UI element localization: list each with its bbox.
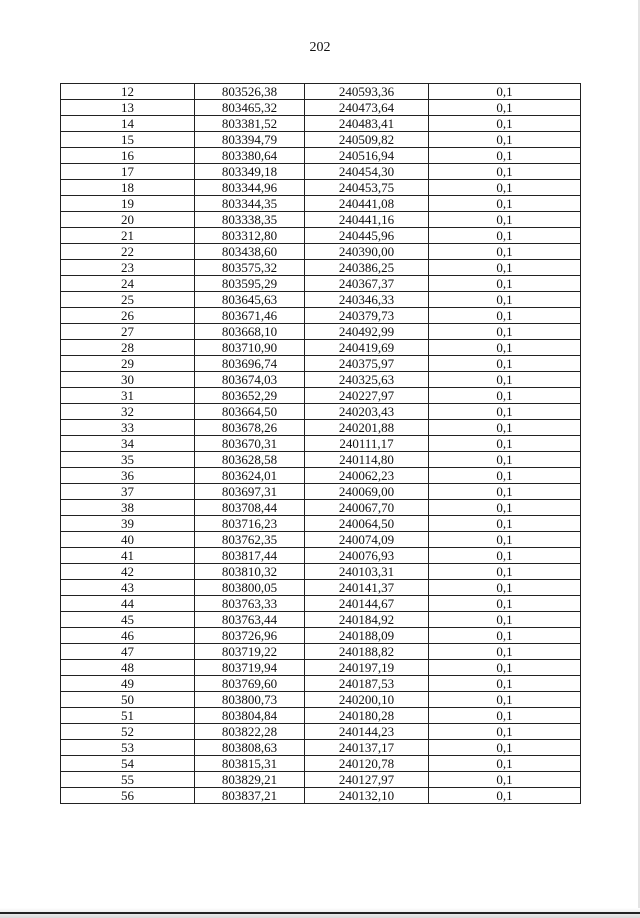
x-coordinate-cell: 803312,80 [195,228,305,244]
table-row [61,468,581,484]
table-row [61,532,581,548]
y-coordinate-cell: 240419,69 [305,340,429,356]
y-coordinate-cell: 240227,97 [305,388,429,404]
x-coordinate-cell: 803762,35 [195,532,305,548]
point-number-cell: 13 [61,100,195,116]
x-coordinate-cell: 803380,64 [195,148,305,164]
table-row [61,788,581,804]
accuracy-cell: 0,1 [429,708,581,724]
table-row [61,164,581,180]
accuracy-cell: 0,1 [429,116,581,132]
x-coordinate-cell: 803671,46 [195,308,305,324]
y-coordinate-cell: 240062,23 [305,468,429,484]
point-number-cell: 20 [61,212,195,228]
accuracy-cell: 0,1 [429,788,581,804]
x-coordinate-cell: 803804,84 [195,708,305,724]
x-coordinate-cell: 803708,44 [195,500,305,516]
x-coordinate-cell: 803344,35 [195,196,305,212]
x-coordinate-cell: 803769,60 [195,676,305,692]
x-coordinate-cell: 803763,33 [195,596,305,612]
x-coordinate-cell: 803719,22 [195,644,305,660]
table-row [61,260,581,276]
table-row [61,404,581,420]
accuracy-cell: 0,1 [429,628,581,644]
table-row [61,628,581,644]
x-coordinate-cell: 803763,44 [195,612,305,628]
x-coordinate-cell: 803526,38 [195,84,305,100]
x-coordinate-cell: 803338,35 [195,212,305,228]
table-row [61,660,581,676]
point-number-cell: 14 [61,116,195,132]
y-coordinate-cell: 240064,50 [305,516,429,532]
table-row [61,244,581,260]
y-coordinate-cell: 240390,00 [305,244,429,260]
table-row [61,596,581,612]
accuracy-cell: 0,1 [429,516,581,532]
accuracy-cell: 0,1 [429,580,581,596]
x-coordinate-cell: 803624,01 [195,468,305,484]
point-number-cell: 32 [61,404,195,420]
accuracy-cell: 0,1 [429,388,581,404]
accuracy-cell: 0,1 [429,180,581,196]
x-coordinate-cell: 803697,31 [195,484,305,500]
table-row [61,452,581,468]
accuracy-cell: 0,1 [429,436,581,452]
y-coordinate-cell: 240367,37 [305,276,429,292]
accuracy-cell: 0,1 [429,740,581,756]
y-coordinate-cell: 240441,08 [305,196,429,212]
x-coordinate-cell: 803595,29 [195,276,305,292]
point-number-cell: 12 [61,84,195,100]
y-coordinate-cell: 240137,17 [305,740,429,756]
y-coordinate-cell: 240144,67 [305,596,429,612]
accuracy-cell: 0,1 [429,404,581,420]
y-coordinate-cell: 240069,00 [305,484,429,500]
table-row [61,180,581,196]
point-number-cell: 39 [61,516,195,532]
x-coordinate-cell: 803800,05 [195,580,305,596]
x-coordinate-cell: 803652,29 [195,388,305,404]
accuracy-cell: 0,1 [429,84,581,100]
y-coordinate-cell: 240483,41 [305,116,429,132]
accuracy-cell: 0,1 [429,244,581,260]
point-number-cell: 49 [61,676,195,692]
table-row [61,420,581,436]
point-number-cell: 22 [61,244,195,260]
point-number-cell: 52 [61,724,195,740]
table-row [61,372,581,388]
point-number-cell: 19 [61,196,195,212]
y-coordinate-cell: 240201,88 [305,420,429,436]
table-row [61,756,581,772]
y-coordinate-cell: 240188,09 [305,628,429,644]
x-coordinate-cell: 803465,32 [195,100,305,116]
table-row [61,724,581,740]
x-coordinate-cell: 803645,63 [195,292,305,308]
point-number-cell: 36 [61,468,195,484]
point-number-cell: 27 [61,324,195,340]
x-coordinate-cell: 803810,32 [195,564,305,580]
y-coordinate-cell: 240074,09 [305,532,429,548]
accuracy-cell: 0,1 [429,596,581,612]
y-coordinate-cell: 240203,43 [305,404,429,420]
y-coordinate-cell: 240379,73 [305,308,429,324]
accuracy-cell: 0,1 [429,452,581,468]
accuracy-cell: 0,1 [429,212,581,228]
point-number-cell: 28 [61,340,195,356]
point-number-cell: 15 [61,132,195,148]
table-row [61,612,581,628]
x-coordinate-cell: 803664,50 [195,404,305,420]
table-row [61,308,581,324]
accuracy-cell: 0,1 [429,228,581,244]
point-number-cell: 40 [61,532,195,548]
table-row [61,148,581,164]
point-number-cell: 45 [61,612,195,628]
accuracy-cell: 0,1 [429,164,581,180]
x-coordinate-cell: 803716,23 [195,516,305,532]
y-coordinate-cell: 240103,31 [305,564,429,580]
y-coordinate-cell: 240454,30 [305,164,429,180]
point-number-cell: 25 [61,292,195,308]
y-coordinate-cell: 240375,97 [305,356,429,372]
point-number-cell: 17 [61,164,195,180]
x-coordinate-cell: 803808,63 [195,740,305,756]
y-coordinate-cell: 240200,10 [305,692,429,708]
y-coordinate-cell: 240325,63 [305,372,429,388]
accuracy-cell: 0,1 [429,276,581,292]
y-coordinate-cell: 240197,19 [305,660,429,676]
accuracy-cell: 0,1 [429,100,581,116]
y-coordinate-cell: 240111,17 [305,436,429,452]
point-number-cell: 21 [61,228,195,244]
accuracy-cell: 0,1 [429,692,581,708]
table-row [61,436,581,452]
y-coordinate-cell: 240593,36 [305,84,429,100]
point-number-cell: 16 [61,148,195,164]
table-row [61,356,581,372]
y-coordinate-cell: 240127,97 [305,772,429,788]
point-number-cell: 44 [61,596,195,612]
y-coordinate-cell: 240144,23 [305,724,429,740]
table-row [61,228,581,244]
accuracy-cell: 0,1 [429,340,581,356]
accuracy-cell: 0,1 [429,548,581,564]
y-coordinate-cell: 240187,53 [305,676,429,692]
page-number: 202 [309,40,331,55]
accuracy-cell: 0,1 [429,612,581,628]
y-coordinate-cell: 240445,96 [305,228,429,244]
table-row [61,116,581,132]
y-coordinate-cell: 240184,92 [305,612,429,628]
x-coordinate-cell: 803837,21 [195,788,305,804]
x-coordinate-cell: 803719,94 [195,660,305,676]
x-coordinate-cell: 803668,10 [195,324,305,340]
x-coordinate-cell: 803674,03 [195,372,305,388]
page-bottom-rule [0,912,640,914]
point-number-cell: 54 [61,756,195,772]
x-coordinate-cell: 803678,26 [195,420,305,436]
x-coordinate-cell: 803815,31 [195,756,305,772]
y-coordinate-cell: 240067,70 [305,500,429,516]
x-coordinate-cell: 803628,58 [195,452,305,468]
x-coordinate-cell: 803575,32 [195,260,305,276]
x-coordinate-cell: 803800,73 [195,692,305,708]
table-row [61,644,581,660]
table-row [61,548,581,564]
table-row [61,500,581,516]
table-row [61,340,581,356]
accuracy-cell: 0,1 [429,308,581,324]
y-coordinate-cell: 240509,82 [305,132,429,148]
point-number-cell: 50 [61,692,195,708]
y-coordinate-cell: 240441,16 [305,212,429,228]
table-row [61,484,581,500]
table-row [61,100,581,116]
x-coordinate-cell: 803344,96 [195,180,305,196]
point-number-cell: 48 [61,660,195,676]
accuracy-cell: 0,1 [429,468,581,484]
x-coordinate-cell: 803438,60 [195,244,305,260]
accuracy-cell: 0,1 [429,292,581,308]
accuracy-cell: 0,1 [429,372,581,388]
accuracy-cell: 0,1 [429,132,581,148]
y-coordinate-cell: 240386,25 [305,260,429,276]
coordinates-table-body [61,84,581,804]
accuracy-cell: 0,1 [429,564,581,580]
table-row [61,772,581,788]
y-coordinate-cell: 240453,75 [305,180,429,196]
accuracy-cell: 0,1 [429,148,581,164]
table-row [61,84,581,100]
table-row [61,292,581,308]
y-coordinate-cell: 240076,93 [305,548,429,564]
table-row [61,740,581,756]
accuracy-cell: 0,1 [429,356,581,372]
point-number-cell: 23 [61,260,195,276]
point-number-cell: 51 [61,708,195,724]
table-row [61,196,581,212]
accuracy-cell: 0,1 [429,196,581,212]
point-number-cell: 35 [61,452,195,468]
x-coordinate-cell: 803822,28 [195,724,305,740]
x-coordinate-cell: 803670,31 [195,436,305,452]
accuracy-cell: 0,1 [429,500,581,516]
table-row [61,580,581,596]
table-row [61,324,581,340]
point-number-cell: 31 [61,388,195,404]
y-coordinate-cell: 240114,80 [305,452,429,468]
accuracy-cell: 0,1 [429,324,581,340]
point-number-cell: 29 [61,356,195,372]
y-coordinate-cell: 240346,33 [305,292,429,308]
accuracy-cell: 0,1 [429,644,581,660]
accuracy-cell: 0,1 [429,772,581,788]
point-number-cell: 41 [61,548,195,564]
y-coordinate-cell: 240516,94 [305,148,429,164]
accuracy-cell: 0,1 [429,724,581,740]
table-row [61,692,581,708]
y-coordinate-cell: 240473,64 [305,100,429,116]
y-coordinate-cell: 240492,99 [305,324,429,340]
table-row [61,676,581,692]
x-coordinate-cell: 803696,74 [195,356,305,372]
table-row [61,708,581,724]
point-number-cell: 33 [61,420,195,436]
accuracy-cell: 0,1 [429,660,581,676]
accuracy-cell: 0,1 [429,484,581,500]
point-number-cell: 47 [61,644,195,660]
y-coordinate-cell: 240141,37 [305,580,429,596]
table-row [61,388,581,404]
x-coordinate-cell: 803726,96 [195,628,305,644]
point-number-cell: 24 [61,276,195,292]
point-number-cell: 18 [61,180,195,196]
x-coordinate-cell: 803381,52 [195,116,305,132]
point-number-cell: 37 [61,484,195,500]
table-row [61,212,581,228]
point-number-cell: 43 [61,580,195,596]
accuracy-cell: 0,1 [429,532,581,548]
point-number-cell: 30 [61,372,195,388]
point-number-cell: 34 [61,436,195,452]
point-number-cell: 53 [61,740,195,756]
coordinates-table [60,83,581,804]
point-number-cell: 55 [61,772,195,788]
x-coordinate-cell: 803394,79 [195,132,305,148]
accuracy-cell: 0,1 [429,260,581,276]
y-coordinate-cell: 240132,10 [305,788,429,804]
accuracy-cell: 0,1 [429,676,581,692]
point-number-cell: 38 [61,500,195,516]
y-coordinate-cell: 240188,82 [305,644,429,660]
x-coordinate-cell: 803817,44 [195,548,305,564]
x-coordinate-cell: 803349,18 [195,164,305,180]
y-coordinate-cell: 240120,78 [305,756,429,772]
table-row [61,564,581,580]
x-coordinate-cell: 803829,21 [195,772,305,788]
point-number-cell: 26 [61,308,195,324]
x-coordinate-cell: 803710,90 [195,340,305,356]
point-number-cell: 46 [61,628,195,644]
point-number-cell: 56 [61,788,195,804]
y-coordinate-cell: 240180,28 [305,708,429,724]
point-number-cell: 42 [61,564,195,580]
accuracy-cell: 0,1 [429,420,581,436]
table-row [61,132,581,148]
table-row [61,276,581,292]
accuracy-cell: 0,1 [429,756,581,772]
table-row [61,516,581,532]
